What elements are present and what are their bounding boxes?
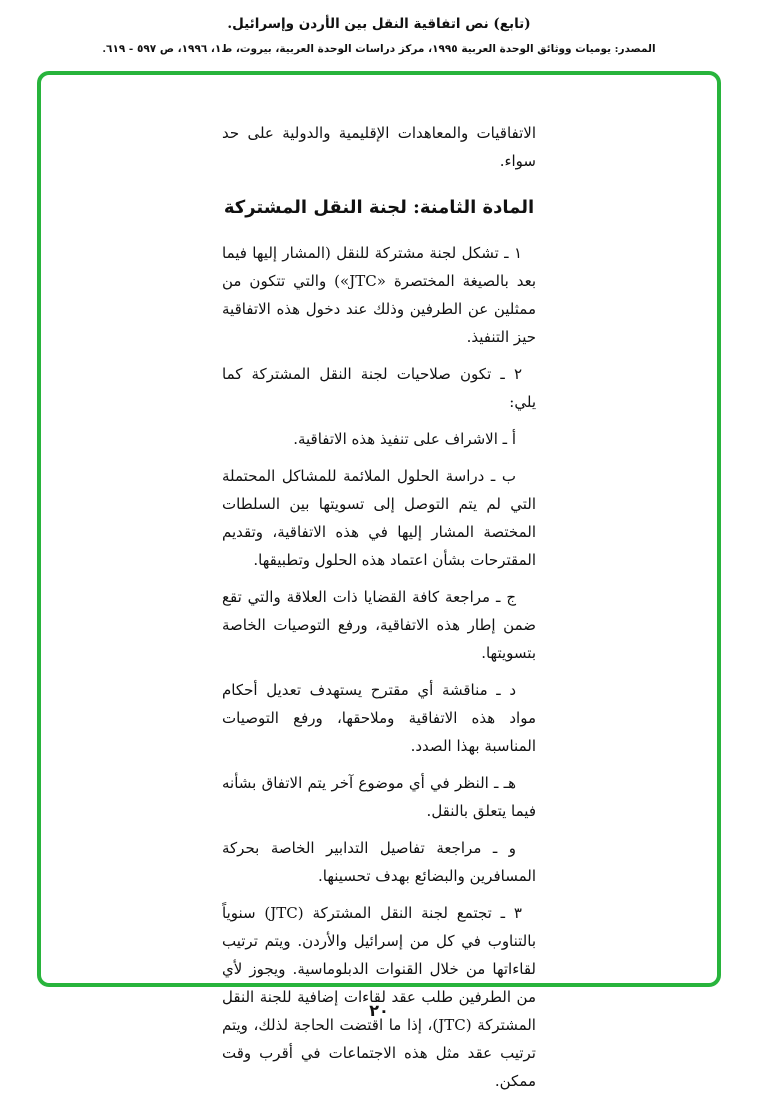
paragraph-item-2d: د ـ مناقشة أي مقترح يستهدف تعديل أحكام مواد هذه الاتفاقية وملاحقها، ورفع التوصيات المناسبة بهذا الصدد. [222,681,536,755]
text-column [222,119,536,1095]
page-number: ٢٠ [369,1001,389,1020]
paragraph-item-2: ٢ ـ تكون صلاحيات لجنة النقل المشتركة كما يلي: [222,365,536,411]
section-heading: المادة الثامنة: لجنة النقل المشتركة [223,197,535,218]
document-header [0,0,758,55]
paragraph-item-3: ٣ ـ تجتمع لجنة النقل المشتركة (JTC) سنوياً بالتناوب في كل من إسرائيل والأردن. ويتم ترتيب لقاءاتها من خلال القنوات الدبلوماسية. ويجوز لأي من الطرفين طلب عقد لقاءات إضافية للجنة النقل المشتركة (JTC)، إذا ما اقتضت الحاجة لذلك، ويتم ترتيب عقد مثل هذه الاجتماعات في أقرب وقت ممكن. [222,904,536,1090]
page-footer [0,1001,758,1020]
document-source-line: المصدر: يوميات ووثائق الوحدة العربية ١٩٩٥، مركز دراسات الوحدة العربية، بيروت، ط١، ١٩٩٦، ص ٥٩٧ - ٦١٩. [102,43,656,55]
paragraph-item-2b: ب ـ دراسة الحلول الملائمة للمشاكل المحتملة التي لم يتم التوصل إلى تسويتها بين السلطات المختصة المشار إليها في هذه الاتفاقية، وتقديم المقترحات بشأن اعتماد هذه الحلول وتطبيقها. [222,467,536,569]
document-title: (تابع) نص اتفاقية النقل بين الأردن وإسرائيل. [227,16,531,32]
paragraph-item-1: ١ ـ تشكل لجنة مشتركة للنقل (المشار إليها فيما بعد بالصيغة المختصرة «JTC») والتي تتكون من ممثلين عن الطرفين وذلك عند دخول هذه الاتفاقية حيز التنفيذ. [222,244,537,346]
paragraph-item-2a: أ ـ الاشراف على تنفيذ هذه الاتفاقية. [293,430,516,448]
intro-paragraph: الاتفاقيات والمعاهدات الإقليمية والدولية على حد سواء. [222,124,536,170]
paragraph-item-2c: ج ـ مراجعة كافة القضايا ذات العلاقة والتي تقع ضمن إطار هذه الاتفاقية، ورفع التوصيات الخاصة بتسويتها. [222,588,536,662]
paragraph-item-2f: و ـ مراجعة تفاصيل التدابير الخاصة بحركة المسافرين والبضائع بهدف تحسينها. [222,839,536,885]
paragraph-item-2e: هـ ـ النظر في أي موضوع آخر يتم الاتفاق بشأنه فيما يتعلق بالنقل. [222,774,536,820]
